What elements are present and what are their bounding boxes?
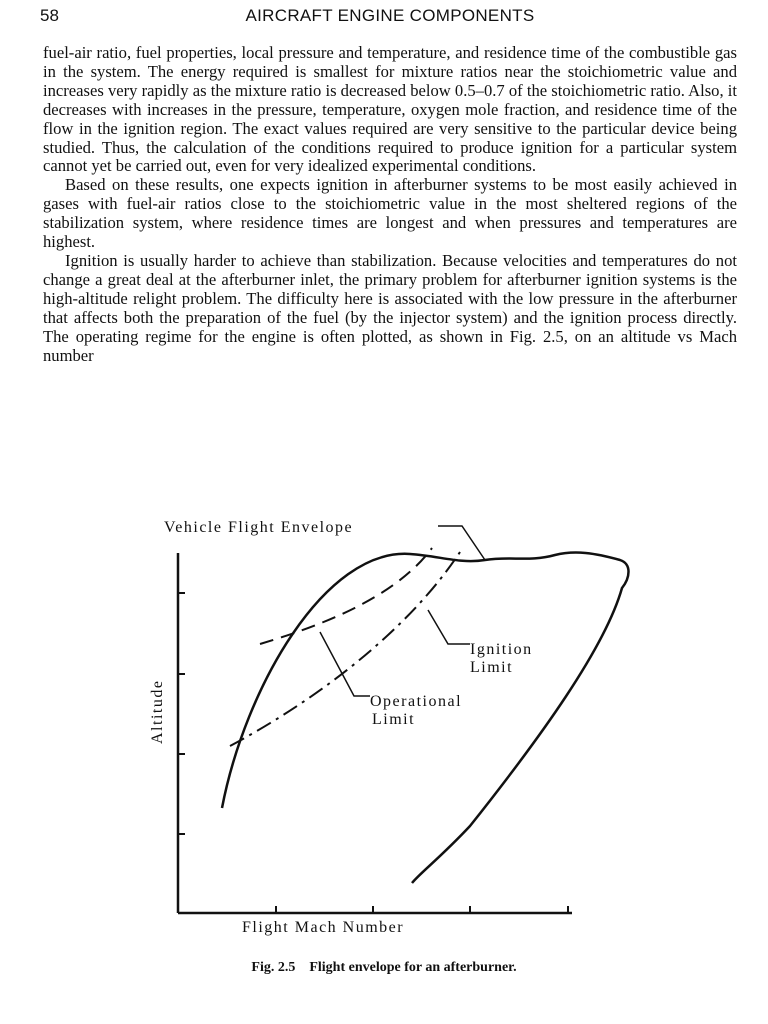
envelope-label: Vehicle Flight Envelope — [164, 519, 354, 536]
x-axis-label: Flight Mach Number — [242, 919, 405, 936]
page-number: 58 — [40, 6, 59, 25]
paragraph: fuel-air ratio, fuel properties, local pressure and temperature, and residence time of the combustible gas in the system. The energy required is smallest for mixture ratios near the stoichiometric value and increases very rapidly as the mixture ratio is decreased below 0.5–0.7 of the stoichiometric ratio. Also, it decreases with increases in the pressure, temperature, oxygen mole fraction, and residence time of the flow in the ignition region. The exact values required are very sensitive to the particular device being studied. Thus, the calculation of the conditions required to produce ignition for a particular system cannot yet be carried out, even for very idealized experimental conditions. — [43, 43, 737, 176]
operational-limit-curve — [260, 548, 432, 644]
ignition-leader — [428, 610, 470, 644]
body-text — [43, 44, 737, 365]
caption-label: Fig. 2.5 — [251, 960, 296, 975]
envelope-leader — [438, 526, 485, 560]
running-head: AIRCRAFT ENGINE COMPONENTS — [245, 6, 535, 25]
flight-envelope-curve — [222, 553, 629, 883]
y-axis-label: Altitude — [149, 679, 166, 744]
flight-envelope-figure — [140, 508, 640, 948]
page-header — [40, 6, 740, 28]
ignition-limit-curve — [230, 552, 463, 746]
caption-text: Flight envelope for an afterburner. — [309, 960, 517, 975]
operational-leader — [320, 632, 370, 696]
figure-caption — [0, 960, 768, 976]
paragraph: Based on these results, one expects ignition in afterburner systems to be most easily achieved in gases with fuel-air ratios close to the stoichiometric value in the most sheltered regions of the stabilization system, where residence times are longest and when pressures and temperatures are highest. — [43, 175, 737, 252]
paragraph: Ignition is usually harder to achieve than stabilization. Because velocities and temperatures do not change a great deal at the afterburner inlet, the primary problem for afterburner ignition systems is the high-altitude relight problem. The difficulty here is associated with the low pressure in the afterburner that affects both the preparation of the fuel (by the injector system) and the ignition process directly. The operating regime for the engine is often plotted, as shown in Fig. 2.5, on an altitude vs Mach number — [43, 250, 737, 365]
ignition-label: Ignition — [470, 641, 533, 658]
ignition-label: Limit — [470, 659, 514, 676]
figure-diagram — [140, 508, 640, 948]
operational-label: Operational — [370, 693, 463, 710]
operational-label: Limit — [372, 711, 416, 728]
